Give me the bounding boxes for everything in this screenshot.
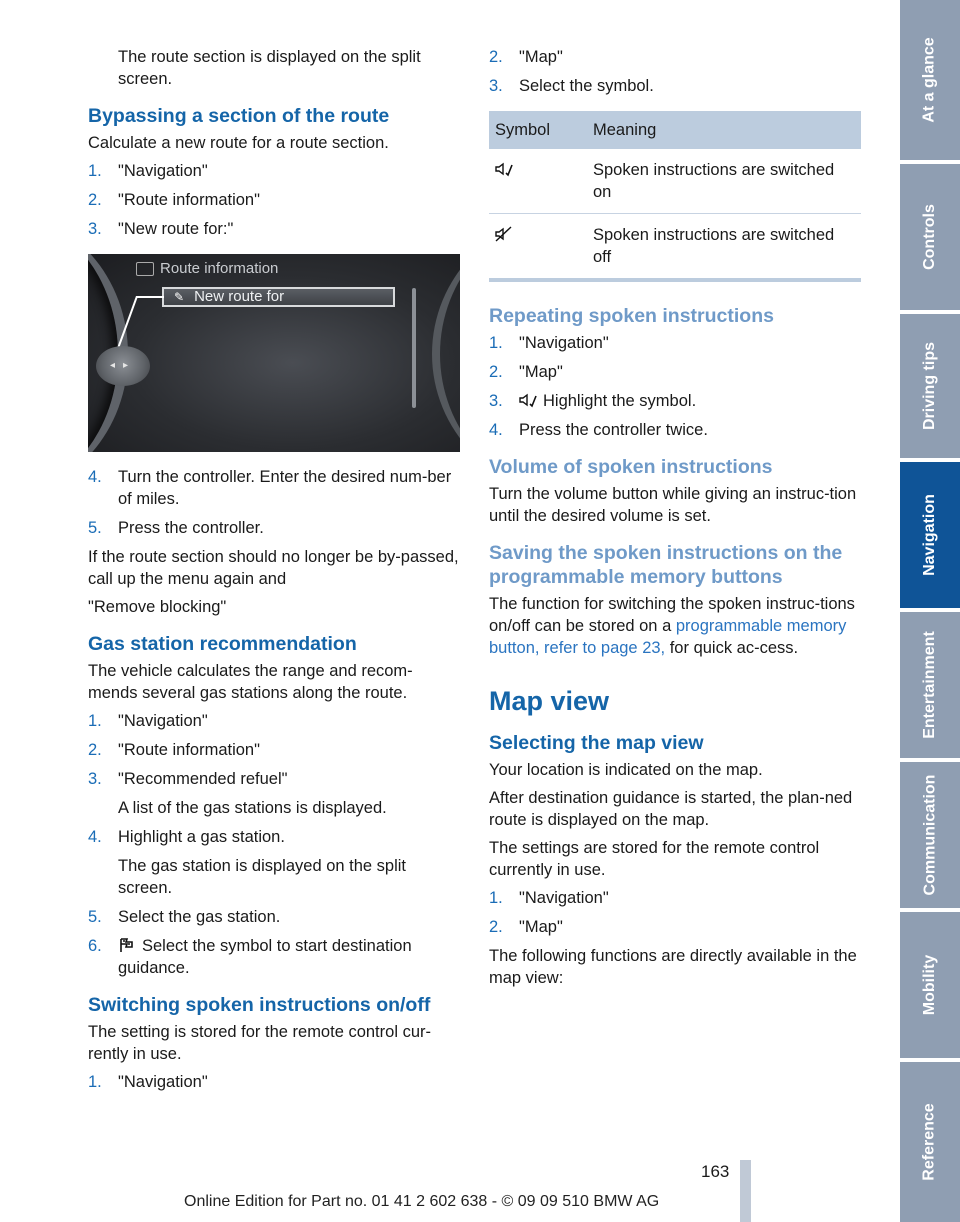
repeat-steps (489, 332, 861, 441)
bypass-after-1: If the route section should no longer be by-passed, call up the menu again and (88, 548, 459, 588)
bypass-desc: Calculate a new route for a route section. (88, 134, 389, 152)
table-header-meaning: Meaning (587, 111, 861, 149)
saving-heading: Saving the spoken instructions on the programmable memory buttons (489, 542, 843, 588)
table-row (489, 149, 861, 214)
list-item: 4. Highlight a gas station. The gas station is displayed on the split screen. (88, 828, 407, 897)
volume-desc: Turn the volume button while giving an instruc-tion until the desired volume is set. (489, 485, 857, 525)
list-item: 1. "Navigation" (88, 1073, 208, 1091)
list-item: 3. "Recommended refuel" A list of the gas stations is displayed. (88, 770, 387, 817)
speaker-off-icon (495, 226, 513, 242)
bypass-heading: Bypassing a section of the route (88, 105, 390, 127)
list-item: 3. Select the symbol. (489, 77, 654, 95)
page-number-bar (740, 1160, 751, 1222)
spoken-steps-continued (489, 46, 861, 97)
right-column (489, 46, 861, 995)
route-flag-icon: ✎ (174, 290, 185, 304)
bypass-steps-2 (88, 466, 460, 539)
map-view-p2: After destination guidance is started, the plan-ned route is displayed on the map. (489, 789, 853, 829)
controller-knob-icon: ◂▸ (96, 346, 150, 386)
spoken-steps (88, 1071, 460, 1093)
page-number: 163 (701, 1162, 730, 1181)
spoken-heading: Switching spoken instructions on/off (88, 994, 431, 1016)
table-cell-meaning: Spoken instructions are switched off (587, 214, 861, 281)
tab-reference[interactable]: Reference (900, 1062, 960, 1222)
footer-text: Online Edition for Part no. 01 41 2 602 638 - © 09 09 510 BMW AG (184, 1193, 660, 1210)
list-item: 1. "Navigation" (88, 162, 208, 180)
list-item: 1. "Navigation" (489, 334, 609, 352)
tab-at-a-glance[interactable]: At a glance (900, 0, 960, 160)
bypass-steps-1 (88, 160, 460, 240)
destination-flag-icon (118, 937, 136, 953)
spoken-desc: The setting is stored for the remote control cur-rently in use. (88, 1023, 431, 1063)
map-view-p3: The settings are stored for the remote control currently in use. (489, 839, 820, 879)
list-item: 5. Select the gas station. (88, 908, 281, 926)
volume-heading: Volume of spoken instructions (489, 456, 773, 478)
list-item: 1. "Navigation" (489, 889, 609, 907)
list-item: 2. "Route information" (88, 191, 260, 209)
gas-steps (88, 710, 460, 979)
table-row (489, 214, 861, 281)
memory-button-link[interactable]: programmable memory button, refer to page 23, (489, 617, 847, 657)
tab-communication[interactable]: Communication (900, 762, 960, 908)
list-item: 3. "New route for:" (88, 220, 234, 238)
screen-scrollbar (412, 288, 416, 408)
speaker-on-icon (495, 161, 513, 177)
tab-controls[interactable]: Controls (900, 164, 960, 310)
screen-highlighted-item: ✎ New route for (162, 287, 395, 307)
speaker-on-icon (519, 392, 537, 408)
table-header-row (489, 111, 861, 149)
map-view-steps (489, 887, 861, 938)
map-view-heading: Selecting the map view (489, 732, 704, 754)
list-item: 2. "Map" (489, 918, 563, 936)
tab-driving-tips[interactable]: Driving tips (900, 314, 960, 458)
tab-mobility[interactable]: Mobility (900, 912, 960, 1058)
route-info-icon (136, 262, 154, 276)
pointer-line (136, 296, 164, 298)
saving-desc: The function for switching the spoken instruc-tions on/off can be stored on a programmable memory button, refer to page 23, for quick ac-cess. (489, 595, 855, 657)
screen-right-arc (432, 254, 460, 452)
intro-text: The route section is displayed on the split screen. (118, 48, 421, 88)
list-item: 4. Press the controller twice. (489, 421, 708, 439)
list-item: 6. Select the symbol to start destination guidance. (88, 937, 412, 977)
screen-header: Route information (136, 258, 278, 280)
idrive-screenshot (88, 254, 460, 452)
table-header-symbol: Symbol (489, 111, 587, 149)
tab-entertainment[interactable]: Entertainment (900, 612, 960, 758)
gas-heading: Gas station recommendation (88, 633, 357, 655)
tab-navigation[interactable]: Navigation (900, 462, 960, 608)
list-item: 3. Highlight the symbol. (489, 392, 697, 410)
list-item: 2. "Route information" (88, 741, 260, 759)
list-item: 4. Turn the controller. Enter the desired num-ber of miles. (88, 468, 452, 508)
list-item: 2. "Map" (489, 48, 563, 66)
gas-desc: The vehicle calculates the range and recom-mends several gas stations along the route. (88, 662, 413, 702)
bypass-after-2: "Remove blocking" (88, 598, 227, 616)
table-cell-meaning: Spoken instructions are switched on (587, 149, 861, 214)
left-column (88, 46, 460, 1100)
symbol-table (489, 111, 861, 282)
list-item: 2. "Map" (489, 363, 563, 381)
map-view-p4: The following functions are directly available in the map view: (489, 947, 857, 987)
repeat-heading: Repeating spoken instructions (489, 305, 774, 327)
list-item: 5. Press the controller. (88, 519, 264, 537)
list-item: 1. "Navigation" (88, 712, 208, 730)
chapter-tabs (900, 0, 960, 1222)
map-view-title: Map view (489, 686, 610, 716)
map-view-p1: Your location is indicated on the map. (489, 761, 763, 779)
